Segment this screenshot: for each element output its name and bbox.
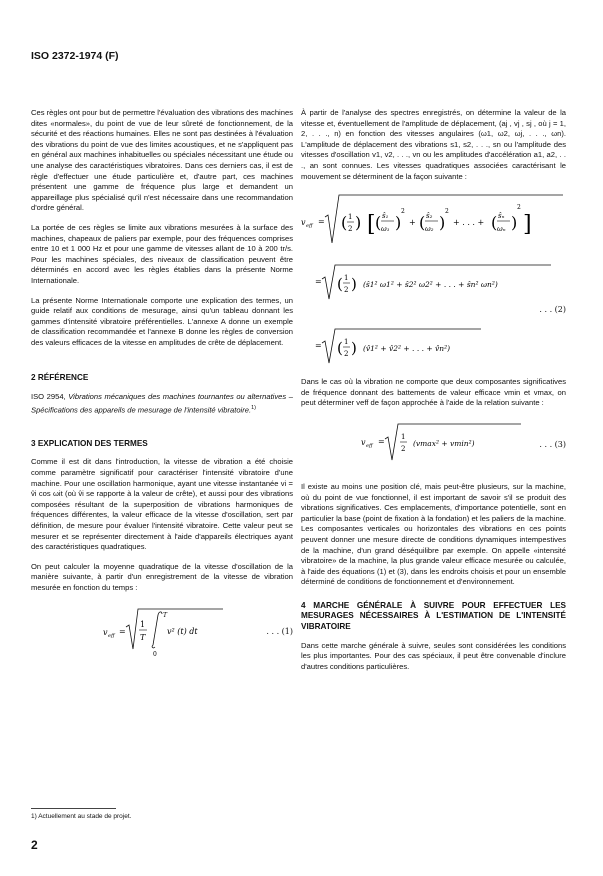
eq-integrand: v² (t) dt <box>167 626 198 636</box>
eq-numerator: 1 <box>348 213 353 222</box>
eq-term: ω₁ <box>381 225 390 234</box>
paren-right: ) <box>395 213 402 233</box>
eq-series: (vmax² + vmin²) <box>413 438 475 448</box>
eq-symbol: v <box>361 437 366 447</box>
eq-subscript: eff <box>366 442 373 449</box>
paren-left: ( <box>337 275 343 294</box>
eq-equals: = <box>315 277 322 287</box>
equation-2a <box>301 191 566 251</box>
exponent: 2 <box>401 208 405 216</box>
eq-subscript: eff <box>306 223 313 230</box>
plus: + <box>409 218 416 228</box>
eq-symbol: v <box>103 627 108 637</box>
paren-left: ( <box>419 213 426 233</box>
eq-denominator: 2 <box>348 225 353 234</box>
equation-number: . . . (2) <box>539 305 566 315</box>
reference-code: ISO 2954, <box>31 392 66 402</box>
eq-equals: = <box>378 436 385 446</box>
eq-lower-limit: 0 <box>153 650 157 658</box>
eq-term: ŝ₁ <box>382 212 389 221</box>
eq-term: ŝₙ <box>498 212 505 221</box>
eq-symbol: v <box>301 218 306 228</box>
equation-number: . . . (3) <box>539 439 566 449</box>
paragraph: La présente Norme Internationale comporte une explication des termes, un guide relatif aux conditions de mesurage, ainsi qu'un tableau donnant les gammes d'intensité vibratoire préférentielles. L'annexe A donne un exemple de classification recommandée et l'annexe B donne les règles de conversion des valeurs efficaces de la vitesse en amplitudes de crête de déplacement. <box>31 295 293 347</box>
equation-1 <box>31 603 293 659</box>
integral-sign <box>152 611 162 647</box>
left-column <box>31 108 293 669</box>
paren-left: ( <box>375 213 382 233</box>
eq-term: ŝ₂ <box>426 212 433 221</box>
paragraph: Comme il est dit dans l'introduction, la vitesse de vibration a été choisie comme paramètre significatif pour caractériser l'intensité vibratoire d'une machine. Pour une oscillation harmonique, ayant une vitesse instantanée vi = v̂i cos ωit (où v̂i se rapporte à la valeur de crête), et aussi pour des vibrations composées résultant de la superposition de vibrations harmoniques de fréquences différentes, la valeur efficace de la vitesse d'oscillation, sert par définition, de mesure pour évaluer l'intensité vibratoire. Cette valeur peut se mesurer et se représenter directement à l'aide d'appareils électriques ayant des caractéristiques quadratiques. <box>31 457 293 552</box>
eq-equals: = <box>315 341 322 351</box>
document-header: ISO 2372-1974 (F) <box>31 50 119 62</box>
paragraph: Dans le cas où la vibration ne comporte que deux composantes significatives de fréquence donnant des battements de valeur efficace vmin et vmax, on peut déterminer veff de façon approchée à l'aide de la relation suivante : <box>301 377 566 408</box>
eq-denominator: 2 <box>344 350 349 359</box>
paren-right: ) <box>351 339 357 358</box>
eq-numerator: 1 <box>344 338 349 347</box>
bracket-right: ] <box>523 212 532 238</box>
bracket-left: [ <box>367 212 376 238</box>
paren-left: ( <box>337 339 343 358</box>
equation-2c-graphic <box>301 323 566 367</box>
paragraph: Ces règles ont pour but de permettre l'évaluation des vibrations des machines dites «normales», du point de vue de leur sûreté de fonctionnement, de la sécurité et des réactions humaines. Elles ne sont pas destinées à l'évaluation des vibrations du point de vue des limites acoustiques, et ne s'appliquent pas en général aux machines inhabituelles ou spéciales nécessitant une étude ou une analyse des caractéristiques vibratoires. Dans ces derniers cas, il est de règle d'effectuer une étude particulière et, d'autre part, ces machines présentent une gamme de fréquence plus large et demandent un appareillage plus spécialisé qu'il n'est nécessaire dans une recommandation d'ordre général. <box>31 108 293 213</box>
equation-number: . . . (1) <box>266 626 293 636</box>
paren-right: ) <box>511 213 518 233</box>
section-heading-procedure: 4 MARCHE GÉNÉRALE À SUIVRE POUR EFFECTUER LES MESURAGES NÉCESSAIRES À L'ESTIMATION DE L'INTENSITÉ VIBRATOIRE <box>301 600 566 632</box>
equation-3 <box>301 418 566 464</box>
eq-upper-limit: T <box>163 611 168 619</box>
section-heading-reference: 2 RÉFÉRENCE <box>31 373 89 383</box>
equation-2b <box>301 261 566 315</box>
page-number: 2 <box>31 838 38 852</box>
paragraph: La portée de ces règles se limite aux vibrations mesurées à la surface des machines, chapeaux de paliers par exemple, pour des fréquences comprises entre 10 et 1 000 Hz et pour une gamme de vitesses allant de 10 à 200 tr/s. Pour les machines spéciales, des niveaux de classification peuvent être déterminés en accord avec les règles établies dans la présente Norme Internationale. <box>31 222 293 285</box>
paragraph: Dans cette marche générale à suivre, seules sont considérées les conditions les plus importantes. Pour des cas spéciaux, il peut être convenable d'inclure d'autres conditions particulières. <box>301 640 566 671</box>
paren-right: ) <box>351 275 357 294</box>
eq-numerator: 1 <box>344 274 349 283</box>
eq-term: ω₂ <box>425 225 434 234</box>
eq-series: (v̂1² + v̂2² + . . . + v̂n²) <box>363 344 451 354</box>
eq-numerator: 1 <box>140 619 146 629</box>
paragraph: On peut calculer la moyenne quadratique de la vitesse d'oscillation de la manière suivante, à partir d'un enregistrement de la vitesse de vibration mesurée en fonction du temps : <box>31 561 293 592</box>
eq-numerator: 1 <box>401 432 406 441</box>
reference-title: Vibrations mécaniques des machines tournantes ou alternatives – Spécifications des appareils de mesurage de l'intensité vibratoire. <box>31 392 293 415</box>
eq-equals: = <box>318 217 325 227</box>
equation-2a-graphic <box>301 191 566 251</box>
footnote: 1) Actuellement au stade de projet. <box>31 813 132 820</box>
paren-left: ( <box>341 213 348 233</box>
exponent: 2 <box>445 208 449 216</box>
equation-2b-graphic <box>301 261 566 303</box>
eq-denominator: T <box>140 632 146 642</box>
eq-series: (ŝ1² ω1² + ŝ2² ω2² + . . . + ŝn² ωn²) <box>363 280 498 290</box>
eq-equals: = <box>119 626 126 636</box>
paragraph: À partir de l'analyse des spectres enregistrés, on détermine la valeur de la vitesse et, éventuellement de l'amplitude de déplacement, (aj , vj , sj , où j = 1, 2, . . ., n) en fonction des vitesses angulaires (ω1, ω2, ωj, . . ., ωn). L'amplitude de déplacement des vibrations s1, s2, . . ., sn ou l'amplitude des vitesses d'oscillation v1, v2, . . ., vn ou les amplitudes d'accélération a1, a2, . . ., an sont connues. Les vitesses quadratiques associées caractérisant le mouvement se déterminent de la façon suivante : <box>301 108 566 181</box>
exponent: 2 <box>517 204 521 212</box>
paren-right: ) <box>355 213 362 233</box>
footnote-mark: 1) <box>251 404 256 411</box>
eq-denominator: 2 <box>401 444 406 453</box>
right-column <box>301 108 566 681</box>
eq-subscript: eff <box>108 632 115 639</box>
footnote-rule <box>31 808 116 809</box>
section-heading-terms: 3 EXPLICATION DES TERMES <box>31 438 148 448</box>
reference-entry <box>31 392 293 416</box>
paren-left: ( <box>491 213 498 233</box>
paragraph: Il existe au moins une position clé, mais peut-être plusieurs, sur la machine, où du point de vue fonctionnel, il est important de savoir s'il se produit des vibrations significatives. Ces emplacements, d'importance potentielle, sont en particulier la base (point de fixation à la fondation) et les paliers de la machine. Les composantes verticales ou horizontales des vibrations en ces points peuvent donner une mesure directe de conditions dynamiques intempestives de la machine, d'un grand déséquilibre par exemple. On appelle «intensité vibratoire» de la machine, la plus grande valeur efficace mesurée ou calculée, à l'aide des équations (1) et (3), dans les endroits choisis et pour un ensemble déterminé de conditions de fonctionnement et d'environnement. <box>301 481 566 587</box>
paren-right: ) <box>439 213 446 233</box>
equation-2c <box>301 323 566 367</box>
eq-denominator: 2 <box>344 286 349 295</box>
plus-ellipsis: + . . . + <box>453 218 485 228</box>
eq-term: ωₙ <box>497 225 506 234</box>
